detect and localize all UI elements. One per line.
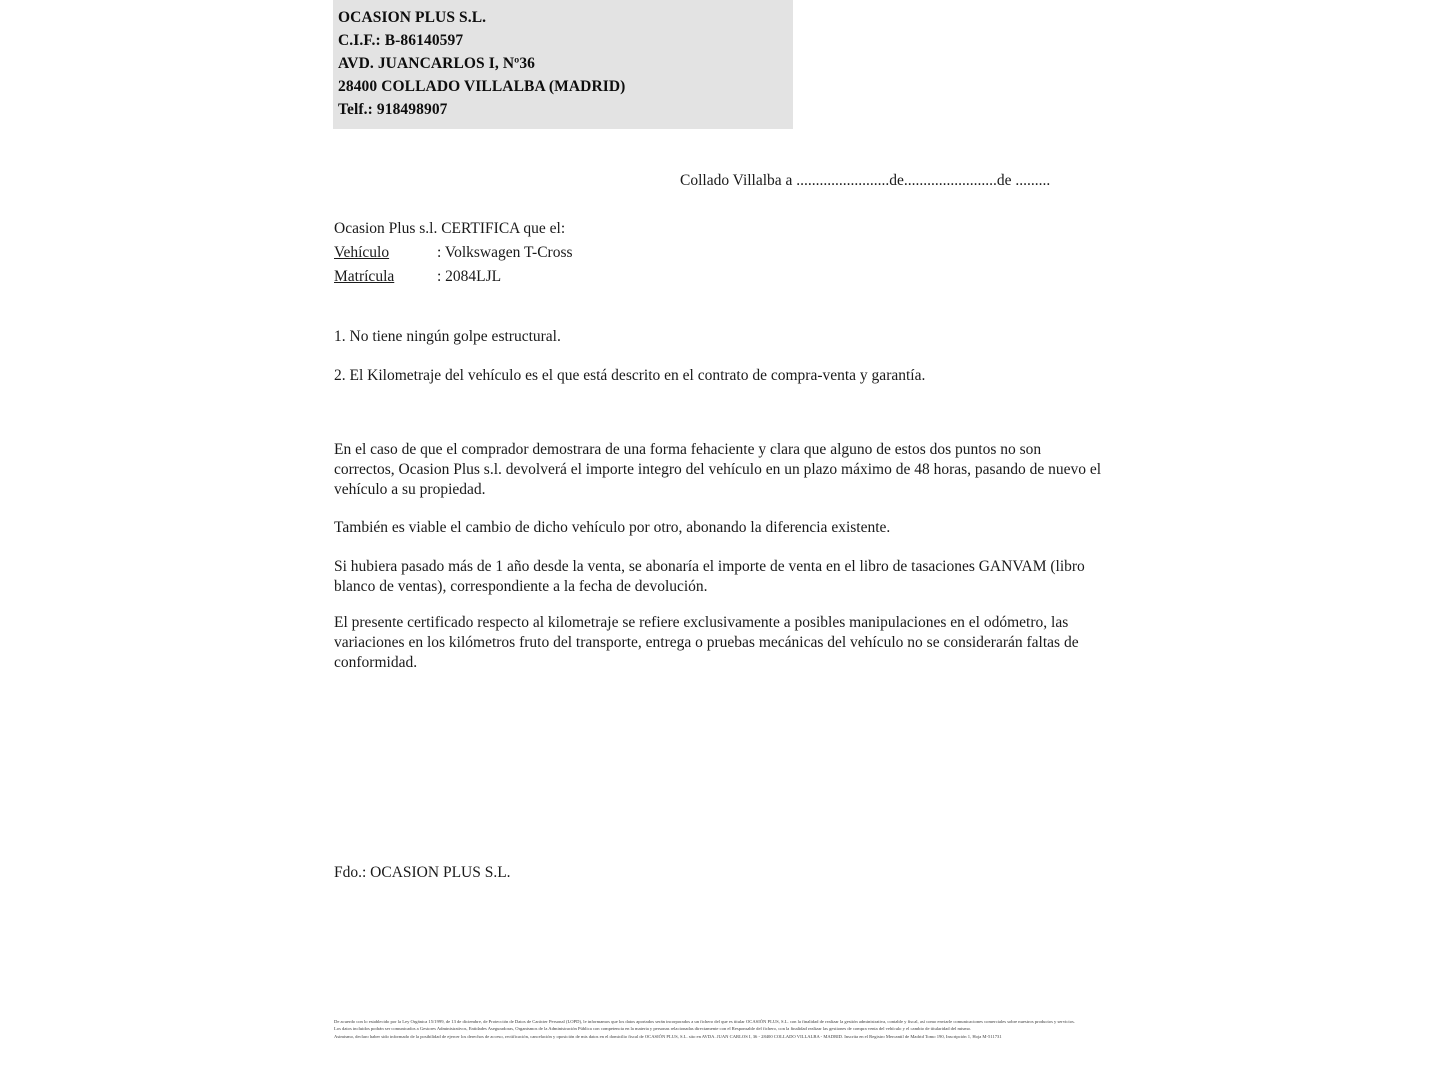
company-address: AVD. JUANCARLOS I, Nº36 bbox=[338, 55, 536, 72]
signature-line: Fdo.: OCASION PLUS S.L. bbox=[334, 864, 511, 881]
company-phone: Telf.: 918498907 bbox=[338, 101, 448, 118]
legal-line-2: Los datos incluidos podrán ser comunicados a Gestores Administrativos, Entidades Aseguradoras, Organismos de la Administración Pública con competencia en la materia y personas relacionadas directamente con el Responsable del fichero, con la finalidad realizar las gestiones de compra venta del vehículo y el cambio de titularidad del mismo. bbox=[334, 1026, 972, 1032]
plate-value: : 2084LJL bbox=[437, 268, 502, 285]
certification-block bbox=[334, 217, 573, 289]
plate-spacer bbox=[419, 265, 437, 289]
point-two: 2. El Kilometraje del vehículo es el que está descrito en el contrato de compra-venta y garantía. bbox=[334, 367, 926, 384]
legal-line-1: De acuerdo con lo establecido por la Ley Orgánica 15/1999, de 13 de diciembre, de Protección de Datos de Carácter Personal (LOPD), le informamos que los datos aportados serán incorporados a un fichero del que es titular OCASIÓN PLUS, S.L. con la finalidad de realizar la gestión administrativa, contable y fiscal, así como enviarle comunicaciones comerciales sobre nuestros productos y servicios. bbox=[334, 1019, 1075, 1024]
vehicle-spacer bbox=[419, 241, 437, 265]
company-name: OCASION PLUS S.L. bbox=[338, 9, 487, 26]
date-line: Collado Villalba a ........................de........................de ......... bbox=[680, 172, 1051, 189]
plate-row bbox=[334, 265, 573, 289]
paragraph-ganvam: Si hubiera pasado más de 1 año desde la venta, se abonaría el importe de venta en el libro de tasaciones GANVAM (libro blanco de ventas), correspondiente a la fecha de devolución. bbox=[334, 558, 1085, 595]
company-city: 28400 COLLADO VILLALBA (MADRID) bbox=[338, 78, 626, 95]
company-cif: C.I.F.: B-86140597 bbox=[338, 32, 464, 49]
certification-intro: Ocasion Plus s.l. CERTIFICA que el: bbox=[334, 220, 566, 237]
legal-footnote bbox=[334, 1018, 1104, 1040]
paragraph-odometer: El presente certificado respecto al kilometraje se refiere exclusivamente a posibles manipulaciones en el odómetro, las variaciones en los kilómetros fruto del transporte, entrega o pruebas mecánicas del vehículo no se considerarán faltas de conformidad. bbox=[334, 614, 1079, 671]
plate-label: Matrícula bbox=[334, 268, 395, 285]
vehicle-value: : Volkswagen T-Cross bbox=[437, 244, 573, 261]
vehicle-label: Vehículo bbox=[334, 244, 390, 261]
paragraph-exchange: También es viable el cambio de dicho vehículo por otro, abonando la diferencia existente. bbox=[334, 519, 891, 536]
point-one: 1. No tiene ningún golpe estructural. bbox=[334, 328, 561, 345]
letterhead-block bbox=[333, 0, 793, 129]
vehicle-row bbox=[334, 241, 573, 265]
paragraph-refund: En el caso de que el comprador demostrara de una forma fehaciente y clara que alguno de estos dos puntos no son correctos, Ocasion Plus s.l. devolverá el importe integro del vehículo en un plazo máximo de 48 horas, pasando de nuevo el vehículo a su propiedad. bbox=[334, 441, 1102, 498]
legal-line-3: Asimismo, declaro haber sido informado de la posibilidad de ejercer los derechos de acceso, rectificación, cancelación y oposición de mis datos en el domicilio fiscal de OCASIÓN PLUS, S.L. sito en AVDA. JUAN CARLOS I, 36 - 28400 COLLADO VILLALBA - MADRID. Inscrita en el Registro Mercantil de Madrid Tomo 190, Inscripción 1, Hoja M-511731 bbox=[334, 1033, 1002, 1039]
